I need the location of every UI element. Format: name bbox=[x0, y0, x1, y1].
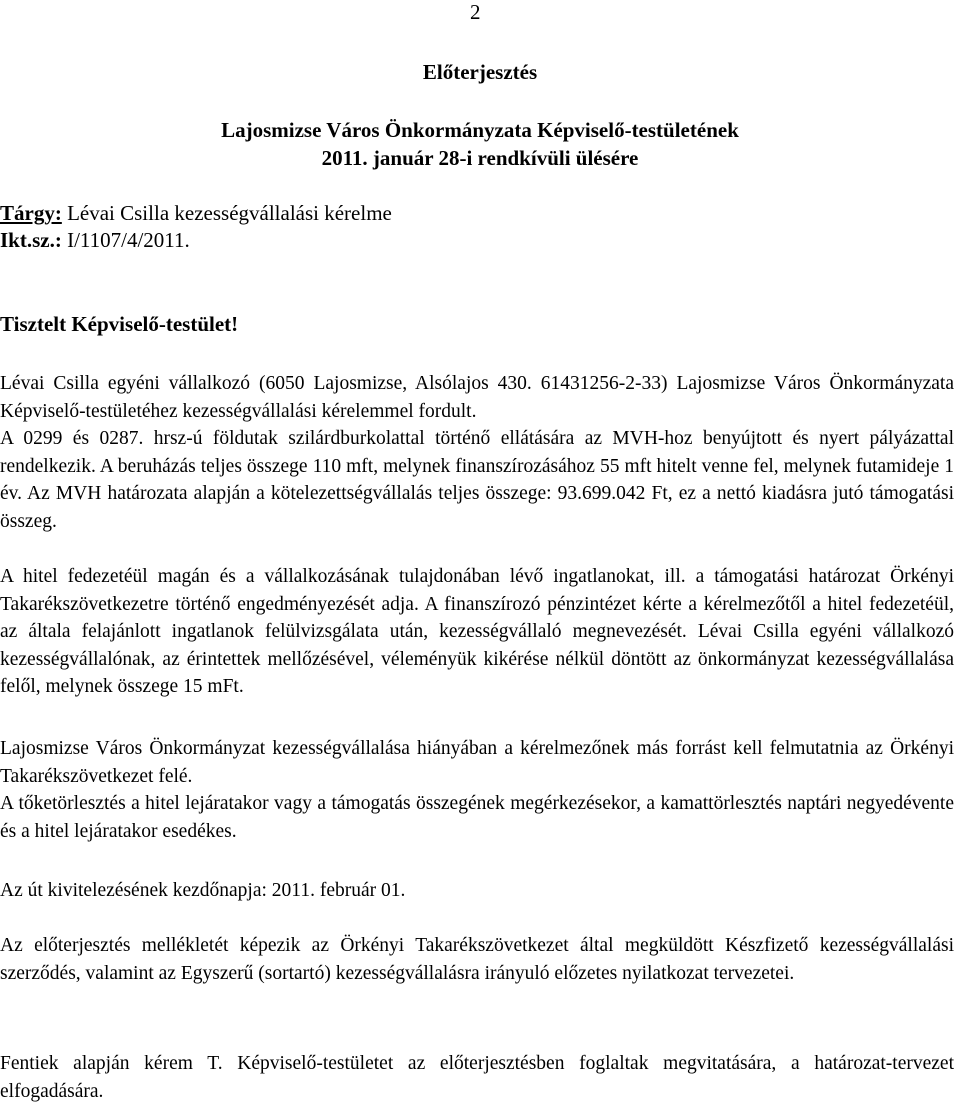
paragraph-attachments: Az előterjesztés mellékletét képezik az Örkényi Takarékszövetkezet által megküldött Készfizető kezességvállalási szerződés, valamint az Egyszerű (sortartó) kezességvállalásra irányuló előzetes nyilatkozat tervezetei. bbox=[0, 935, 954, 984]
paragraph-start-date: Az út kivitelezésének kezdőnapja: 2011. február 01. bbox=[0, 880, 406, 901]
paragraph-project: A 0299 és 0287. hrsz-ú földutak szilárdburkolattal történő ellátására az MVH-hoz benyújtott és nyert pályázattal rendelkezik. A beruházás teljes összege 110 mft, melynek finanszírozásához 55 mft hitelt venne fel, melynek futamideje 1 év. Az MVH határozata alapján a kötelezettségvállalás teljes összege: 93.699.042 Ft, ez a nettó kiadásra jutó támogatási összeg. bbox=[0, 428, 954, 532]
document-title: Előterjesztés bbox=[422, 60, 538, 84]
salutation: Tisztelt Képviselő-testület! bbox=[0, 312, 239, 336]
paragraph-closing: Fentiek alapján kérem T. Képviselő-testületet az előterjesztésben foglaltak megvitatására, a határozat-tervezet elfogadására. bbox=[0, 1053, 954, 1102]
reference-line bbox=[0, 226, 190, 254]
subject-line bbox=[0, 199, 392, 227]
paragraph-repayment: A tőketörlesztés a hitel lejáratakor vagy a támogatás összegének megérkezésekor, a kamattörlesztés naptári negyedévente és a hitel lejáratakor esedékes. bbox=[0, 793, 954, 842]
subject-label: Tárgy: bbox=[0, 201, 62, 225]
paragraph-alternative: Lajosmizse Város Önkormányzat kezességvállalása hiányában a kérelmezőnek más forrást kell felmutatnia az Örkényi Takarékszövetkezet felé. bbox=[0, 738, 954, 787]
reference-label: Ikt.sz.: bbox=[0, 228, 62, 252]
document-subtitle-line2: 2011. január 28-i rendkívüli ülésére bbox=[321, 146, 639, 170]
document-subtitle-line1: Lajosmizse Város Önkormányzata Képviselő-testületének bbox=[221, 118, 739, 142]
page-number: 2 bbox=[470, 0, 481, 24]
paragraph-collateral: A hitel fedezetéül magán és a vállalkozásának tulajdonában lévő ingatlanokat, ill. a támogatási határozat Örkényi Takarékszövetkezetre történő engedményezését adja. A finanszírozó pénzintézet kérte a kérelmezőtől a hitel fedezetéül, az általa felajánlott ingatlanok felülvizsgálata után, kezességvállaló megnevezését. Lévai Csilla egyéni vállalkozó kezességvállalónak, az érintettek mellőzésével, véleményük kikérése nélkül döntött az önkormányzat kezességvállalása felől, melynek összege 15 mFt. bbox=[0, 566, 954, 697]
subject-value: Lévai Csilla kezességvállalási kérelme bbox=[61, 201, 392, 225]
reference-value: I/1107/4/2011. bbox=[61, 228, 190, 252]
paragraph-request: Lévai Csilla egyéni vállalkozó (6050 Lajosmizse, Alsólajos 430. 61431256-2-33) Lajosmizse Város Önkormányzata Képviselő-testületéhez kezességvállalási kérelemmel fordult. bbox=[0, 373, 954, 422]
